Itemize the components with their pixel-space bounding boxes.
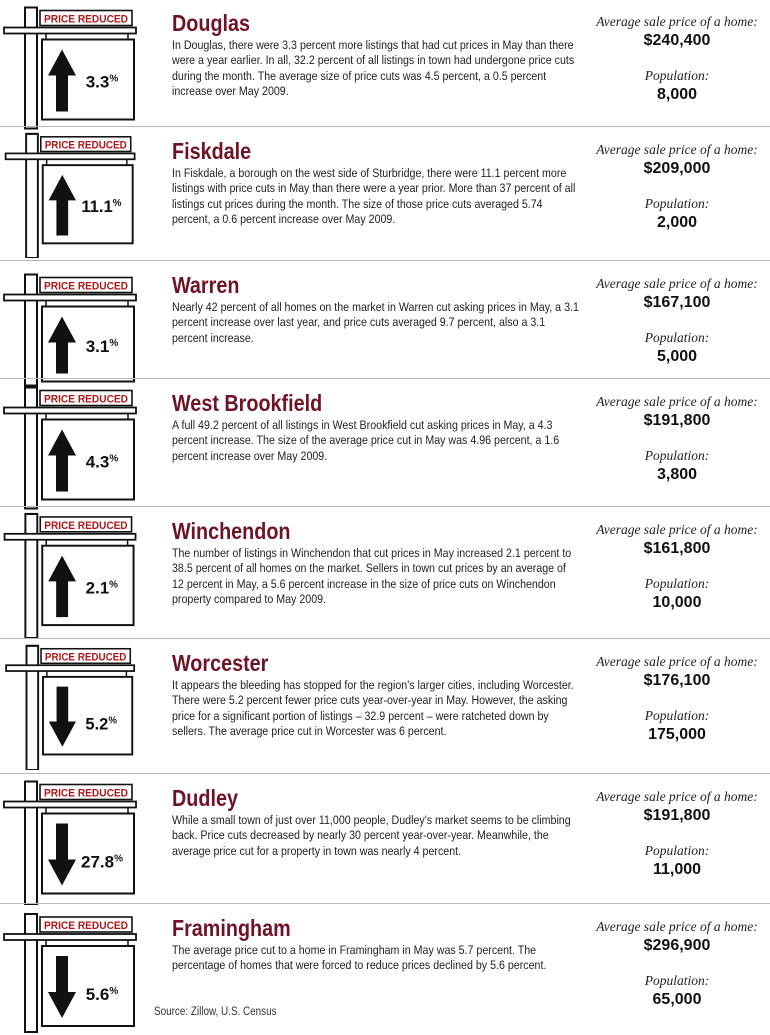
avg-price-value: $161,800 — [643, 540, 711, 557]
price-reduced-label: PRICE REDUCED — [44, 393, 129, 406]
divider — [0, 378, 770, 379]
avg-price-label: Average sale price of a home: — [596, 522, 758, 537]
population-label: Population: — [644, 843, 710, 858]
avg-price-label: Average sale price of a home: — [596, 919, 758, 934]
avg-price-label: Average sale price of a home: — [596, 142, 758, 157]
town-description: While a small town of just over 11,000 people, Dudley's market seems to be climbing back. Price cuts decreased by nearly 30 percent year-over-year. Meanwhile, the average price cut for a property in town was nearly 4 percent. — [172, 813, 571, 858]
population-value: 11,000 — [652, 861, 702, 878]
avg-price-label: Average sale price of a home: — [596, 276, 758, 291]
town-stats — [588, 789, 766, 879]
avg-price-label: Average sale price of a home: — [596, 14, 758, 29]
town-stats — [588, 654, 766, 744]
price-reduced-sign-icon — [0, 262, 150, 392]
town-description: It appears the bleeding has stopped for the region's larger cities, including Worcester. There were 5.2 percent fewer price cuts year-over-year in May. However, the asking price for a significant portion of listings – 32.9 percent – were ratcheted down by sellers. The average price cut in Worcester was 6 percent. — [172, 678, 574, 739]
avg-price-value: $296,900 — [643, 937, 711, 954]
town-stats — [588, 919, 766, 1009]
population-value: 5,000 — [656, 348, 698, 365]
population-value: 8,000 — [656, 86, 698, 103]
source-note: Source: Zillow, U.S. Census — [154, 1006, 277, 1018]
town-name: Douglas — [172, 10, 251, 36]
price-reduced-sign-icon — [0, 128, 150, 258]
entry-winchendon — [0, 508, 770, 639]
percent-change: 3.1% — [85, 337, 119, 356]
price-reduced-label: PRICE REDUCED — [44, 920, 129, 932]
entry-framingham — [0, 905, 770, 1029]
avg-price-value: $240,400 — [643, 32, 711, 49]
percent-change: 27.8% — [81, 852, 123, 872]
population-label: Population: — [644, 576, 710, 591]
price-reduced-sign-icon — [0, 905, 150, 1035]
divider — [0, 260, 770, 261]
town-description: The number of listings in Winchendon that cut prices in May increased 2.1 percent to 38.5 percent of all homes on the market. Sellers in town cut prices by an average of 12 percent in May, a 5.6 percent increase in the size of price cuts on Winchendon property compared to May 2009. — [172, 546, 572, 607]
price-reduced-sign-icon — [0, 640, 150, 770]
population-label: Population: — [644, 330, 710, 345]
avg-price-value: $209,000 — [643, 160, 711, 177]
town-description: A full 49.2 percent of all listings in West Brookfield cut asking prices in May, a 4.3 percent increase. The size of the average price cut in May was 4.96 percent, a 1.6 percent increase over May 2009. — [172, 418, 560, 463]
population-value: 10,000 — [652, 594, 702, 611]
population-label: Population: — [644, 708, 710, 723]
town-name: Winchendon — [172, 518, 291, 544]
price-reduced-label: PRICE REDUCED — [44, 519, 128, 532]
entry-fiskdale — [0, 128, 770, 261]
town-name: Dudley — [172, 785, 238, 811]
entry-dudley — [0, 775, 770, 904]
price-reduced-label: PRICE REDUCED — [44, 651, 127, 664]
avg-price-value: $191,800 — [643, 412, 711, 429]
divider — [0, 638, 770, 639]
population-label: Population: — [644, 448, 710, 463]
divider — [0, 506, 770, 507]
population-value: 3,800 — [656, 466, 698, 483]
percent-change: 5.2% — [85, 715, 117, 734]
population-value: 65,000 — [652, 991, 702, 1008]
divider — [0, 126, 770, 127]
avg-price-label: Average sale price of a home: — [596, 394, 758, 409]
town-stats — [588, 522, 766, 612]
percent-change: 11.1% — [81, 197, 122, 217]
avg-price-value: $167,100 — [643, 294, 711, 311]
price-reduced-label: PRICE REDUCED — [44, 787, 129, 800]
avg-price-value: $191,800 — [643, 807, 711, 824]
avg-price-label: Average sale price of a home: — [596, 654, 758, 669]
town-stats — [588, 142, 766, 232]
population-value: 2,000 — [656, 214, 698, 231]
price-reduced-sign-icon — [0, 775, 150, 905]
divider — [0, 903, 770, 904]
town-description: The average price cut to a home in Framingham in May was 5.7 percent. The percentage of homes that were forced to reduce prices declined by 5.6 percent. — [172, 943, 547, 973]
town-description: In Fiskdale, a borough on the west side of Sturbridge, there were 11.1 percent more listings with price cuts in May than there were a year prior. More than 37 percent of all listings cut prices during the month. The size of those price cuts averaged 5.74 percent, a 0.6 percent increase over May 2009. — [172, 166, 576, 227]
entry-west-brookfield — [0, 380, 770, 507]
price-reduced-label: PRICE REDUCED — [44, 139, 128, 152]
price-reduced-label: PRICE REDUCED — [44, 13, 129, 26]
town-name: Fiskdale — [172, 138, 252, 164]
percent-change: 2.1% — [85, 578, 118, 598]
percent-change: 3.3% — [85, 72, 119, 92]
price-reduced-sign-icon — [0, 508, 150, 638]
entry-douglas — [0, 0, 770, 127]
population-label: Population: — [644, 973, 710, 988]
percent-change: 4.3% — [85, 452, 119, 472]
town-stats — [588, 276, 766, 366]
population-label: Population: — [644, 68, 710, 83]
price-reduced-label: PRICE REDUCED — [44, 280, 129, 293]
town-name: Framingham — [172, 915, 291, 941]
price-reduced-sign-icon — [0, 380, 150, 510]
population-label: Population: — [644, 196, 710, 211]
town-description: In Douglas, there were 3.3 percent more listings that had cut prices in May than there were a year earlier. In all, 32.2 percent of all listings in town had undergone price cuts during the month. The average size of price cuts was 4.5 percent, a 0.5 percent increase over May 2009. — [172, 38, 575, 99]
population-value: 175,000 — [648, 726, 706, 743]
town-name: West Brookfield — [172, 390, 323, 416]
price-reduced-sign-icon — [0, 0, 150, 130]
town-stats — [588, 394, 766, 484]
avg-price-value: $176,100 — [643, 672, 711, 689]
town-name: Worcester — [172, 650, 269, 676]
entry-warren — [0, 262, 770, 379]
entry-worcester — [0, 640, 770, 774]
percent-change: 5.6% — [85, 985, 119, 1004]
divider — [0, 773, 770, 774]
avg-price-label: Average sale price of a home: — [596, 789, 758, 804]
town-description: Nearly 42 percent of all homes on the market in Warren cut asking prices in May, a 3.1 percent increase over last year, and price cuts averaged 9.7 percent, also a 3.1 percent increase. — [172, 300, 579, 345]
town-name: Warren — [172, 272, 240, 298]
town-stats — [588, 14, 766, 104]
